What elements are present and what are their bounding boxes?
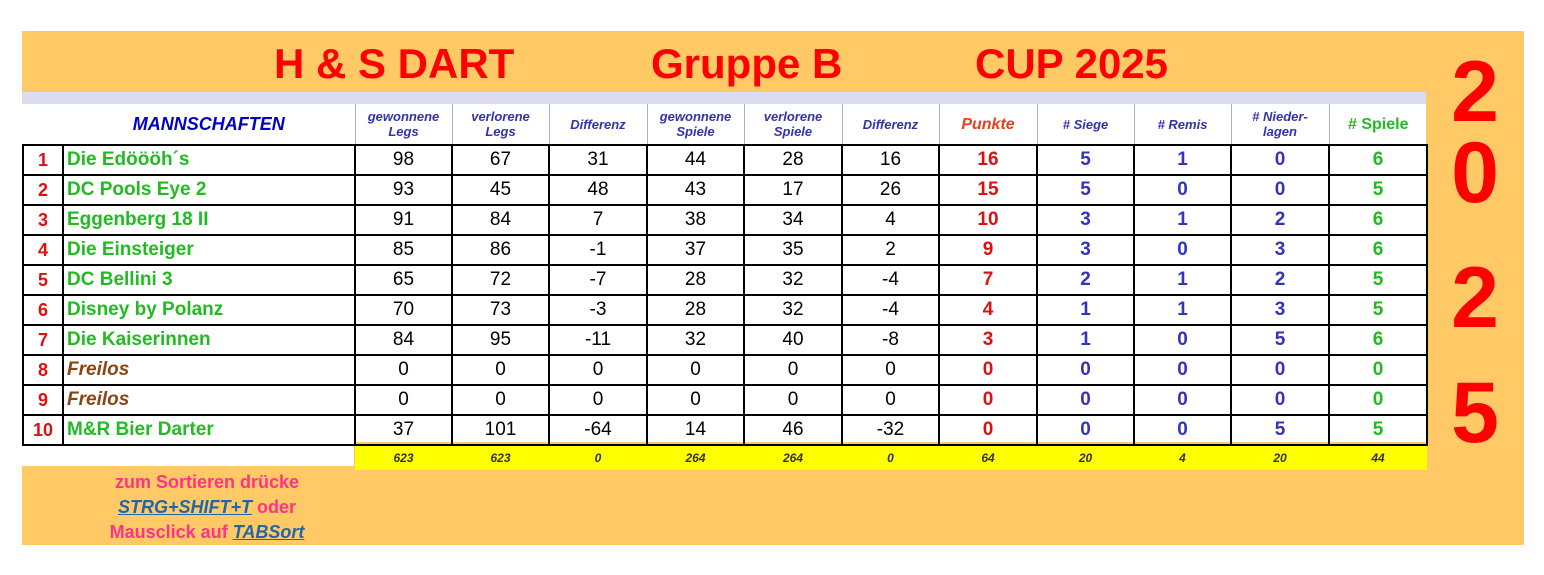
cell-points[interactable]: 9 [939,235,1037,265]
cell-games[interactable]: 5 [1329,265,1427,295]
header-row [23,104,1427,145]
cell-rank[interactable]: 3 [23,205,63,235]
table-row[interactable] [23,265,1427,295]
cell-wins[interactable]: 5 [1037,175,1134,205]
cell-team[interactable]: Eggenberg 18 II [63,205,355,235]
cell-rank[interactable]: 6 [23,295,63,325]
cell-games[interactable]: 6 [1329,235,1427,265]
header-losses[interactable]: # Nieder- lagen [1231,104,1329,145]
total-draws[interactable]: 4 [1134,445,1231,470]
cell-games-lost[interactable]: 46 [744,415,842,445]
cell-team[interactable]: Freilos [63,385,355,415]
total-games-diff[interactable]: 0 [842,445,939,470]
cell-rank[interactable]: 9 [23,385,63,415]
cell-legs-won[interactable]: 0 [355,385,452,415]
header-teams[interactable]: MANNSCHAFTEN [132,113,285,134]
sort-hint-line1: zum Sortieren drücke [114,472,300,492]
cell-games-diff[interactable]: 0 [842,355,939,385]
header-draws[interactable]: # Remis [1134,104,1231,145]
cell-games-diff[interactable]: -4 [842,265,939,295]
cell-team[interactable]: DC Pools Eye 2 [63,175,355,205]
cell-legs-won[interactable]: 70 [355,295,452,325]
cell-legs-won[interactable]: 91 [355,205,452,235]
cell-games-diff[interactable]: -8 [842,325,939,355]
header-games-won[interactable]: gewonnene Spiele [647,104,744,145]
cell-draws[interactable]: 0 [1134,415,1231,445]
title-group: Gruppe B [651,40,843,87]
table-row[interactable] [23,205,1427,235]
cell-losses[interactable]: 0 [1231,355,1329,385]
cell-wins[interactable]: 0 [1037,415,1134,445]
cell-games-won[interactable]: 32 [647,325,744,355]
cell-legs-lost[interactable]: 72 [452,265,549,295]
cell-legs-diff[interactable]: 0 [549,385,647,415]
cell-rank[interactable]: 7 [23,325,63,355]
cell-rank[interactable]: 1 [23,145,63,175]
cell-team[interactable]: DC Bellini 3 [63,265,355,295]
cell-team[interactable]: M&R Bier Darter [63,415,355,445]
cell-games[interactable]: 0 [1329,355,1427,385]
cell-wins[interactable]: 0 [1037,355,1134,385]
cell-games[interactable]: 5 [1329,415,1427,445]
cell-games-lost[interactable]: 17 [744,175,842,205]
cell-team[interactable]: Disney by Polanz [63,295,355,325]
cell-draws[interactable]: 0 [1134,175,1231,205]
cell-games-lost[interactable]: 32 [744,295,842,325]
cell-games-won[interactable]: 37 [647,235,744,265]
cell-games-diff[interactable]: -32 [842,415,939,445]
cell-games-lost[interactable]: 0 [744,355,842,385]
year-digit-3: 2 [1451,250,1499,346]
cell-games-won[interactable]: 28 [647,295,744,325]
cell-games-lost[interactable]: 28 [744,145,842,175]
cell-points[interactable]: 0 [939,415,1037,445]
sort-hint-line3: Mausclick auf [109,522,233,542]
cell-games-won[interactable]: 0 [647,355,744,385]
cell-losses[interactable]: 0 [1231,175,1329,205]
cell-games-won[interactable]: 43 [647,175,744,205]
cell-legs-diff[interactable]: -3 [549,295,647,325]
cell-games-lost[interactable]: 35 [744,235,842,265]
cell-games[interactable]: 6 [1329,205,1427,235]
cell-legs-won[interactable]: 85 [355,235,452,265]
sort-hint [62,470,352,545]
cell-legs-lost[interactable]: 67 [452,145,549,175]
sort-hint-or: oder [252,497,297,517]
cell-rank[interactable]: 5 [23,265,63,295]
cell-legs-diff[interactable]: 7 [549,205,647,235]
cell-team[interactable]: Die Edöööh´s [63,145,355,175]
cell-losses[interactable]: 5 [1231,325,1329,355]
total-games-won[interactable]: 264 [647,445,744,470]
cell-wins[interactable]: 3 [1037,205,1134,235]
cell-wins[interactable]: 1 [1037,295,1134,325]
table-row[interactable] [23,145,1427,175]
tabsort-link[interactable]: TABSort [232,522,305,542]
cell-legs-lost[interactable]: 84 [452,205,549,235]
cell-games-lost[interactable]: 32 [744,265,842,295]
cell-legs-lost[interactable]: 86 [452,235,549,265]
total-games[interactable]: 44 [1329,445,1427,470]
cell-games-won[interactable]: 28 [647,265,744,295]
totals-row [23,445,1427,470]
cell-games-lost[interactable]: 40 [744,325,842,355]
cell-games[interactable]: 6 [1329,325,1427,355]
table-row[interactable] [23,355,1427,385]
cell-games-won[interactable]: 14 [647,415,744,445]
cell-wins[interactable]: 0 [1037,385,1134,415]
cell-wins[interactable]: 3 [1037,235,1134,265]
cell-legs-won[interactable]: 37 [355,415,452,445]
header-legs-lost[interactable]: verlorene Legs [452,104,549,145]
header-games[interactable]: # Spiele [1329,104,1427,145]
header-games-lost[interactable]: verlorene Spiele [744,104,842,145]
cell-legs-diff[interactable]: 31 [549,145,647,175]
total-games-lost[interactable]: 264 [744,445,842,470]
table-row[interactable] [23,295,1427,325]
cell-games-diff[interactable]: 26 [842,175,939,205]
cell-games[interactable]: 5 [1329,175,1427,205]
cell-team[interactable]: Die Kaiserinnen [63,325,355,355]
cell-legs-won[interactable]: 98 [355,145,452,175]
cell-legs-diff[interactable]: -7 [549,265,647,295]
cell-draws[interactable]: 1 [1134,265,1231,295]
cell-legs-lost[interactable]: 73 [452,295,549,325]
year-digit-1: 2 [1451,44,1499,140]
year-digit-4: 5 [1451,365,1499,461]
standings-table [22,104,1428,470]
cell-losses[interactable]: 2 [1231,205,1329,235]
cell-games-won[interactable]: 44 [647,145,744,175]
cell-points[interactable]: 7 [939,265,1037,295]
cell-games[interactable]: 5 [1329,295,1427,325]
total-legs-won[interactable]: 623 [355,445,452,470]
cell-points[interactable]: 4 [939,295,1037,325]
total-wins[interactable]: 20 [1037,445,1134,470]
cell-games-diff[interactable]: 4 [842,205,939,235]
cell-legs-diff[interactable]: -11 [549,325,647,355]
cell-games-won[interactable]: 38 [647,205,744,235]
cell-legs-won[interactable]: 0 [355,355,452,385]
cell-losses[interactable]: 2 [1231,265,1329,295]
header-points[interactable]: Punkte [939,104,1037,145]
cell-points[interactable]: 3 [939,325,1037,355]
cell-legs-lost[interactable]: 45 [452,175,549,205]
cell-legs-lost[interactable]: 95 [452,325,549,355]
cell-games-diff[interactable]: 0 [842,385,939,415]
cell-draws[interactable]: 0 [1134,325,1231,355]
cell-losses[interactable]: 5 [1231,415,1329,445]
cell-team[interactable]: Freilos [63,355,355,385]
header-wins[interactable]: # Siege [1037,104,1134,145]
cell-rank[interactable]: 4 [23,235,63,265]
header-divider [22,92,1426,104]
title-cup: CUP 2025 [975,40,1169,87]
year-digit-2: 0 [1451,125,1499,221]
cell-losses[interactable]: 3 [1231,235,1329,265]
cell-points[interactable]: 0 [939,385,1037,415]
cell-games[interactable]: 0 [1329,385,1427,415]
cell-draws[interactable]: 1 [1134,295,1231,325]
total-legs-lost[interactable]: 623 [452,445,549,470]
title-organizer: H & S DART [274,40,515,87]
table-row[interactable] [23,235,1427,265]
cell-games-lost[interactable]: 34 [744,205,842,235]
total-points[interactable]: 64 [939,445,1037,470]
header-games-diff[interactable]: Differenz [842,104,939,145]
header-legs-diff[interactable]: Differenz [549,104,647,145]
cell-legs-lost[interactable]: 101 [452,415,549,445]
cell-legs-diff[interactable]: 0 [549,355,647,385]
table-row[interactable] [23,415,1427,445]
cell-points[interactable]: 0 [939,355,1037,385]
table-row[interactable] [23,385,1427,415]
cell-legs-lost[interactable]: 0 [452,355,549,385]
cell-points[interactable]: 16 [939,145,1037,175]
cell-losses[interactable]: 3 [1231,295,1329,325]
cell-points[interactable]: 15 [939,175,1037,205]
cell-games-diff[interactable]: 2 [842,235,939,265]
cell-rank[interactable]: 10 [23,415,63,445]
cell-legs-won[interactable]: 84 [355,325,452,355]
cell-games-diff[interactable]: -4 [842,295,939,325]
cell-games-diff[interactable]: 16 [842,145,939,175]
table-row[interactable] [23,175,1427,205]
cell-games-won[interactable]: 0 [647,385,744,415]
cell-draws[interactable]: 1 [1134,145,1231,175]
total-legs-diff[interactable]: 0 [549,445,647,470]
cell-legs-lost[interactable]: 0 [452,385,549,415]
cell-losses[interactable]: 0 [1231,385,1329,415]
cell-wins[interactable]: 2 [1037,265,1134,295]
header-legs-won[interactable]: gewonnene Legs [355,104,452,145]
cell-rank[interactable]: 8 [23,355,63,385]
table-row[interactable] [23,325,1427,355]
cell-team[interactable]: Die Einsteiger [63,235,355,265]
cell-games[interactable]: 6 [1329,145,1427,175]
total-losses[interactable]: 20 [1231,445,1329,470]
cell-legs-diff[interactable]: -64 [549,415,647,445]
cell-rank[interactable]: 2 [23,175,63,205]
cell-wins[interactable]: 5 [1037,145,1134,175]
cell-draws[interactable]: 0 [1134,355,1231,385]
cell-wins[interactable]: 1 [1037,325,1134,355]
cell-legs-diff[interactable]: 48 [549,175,647,205]
cell-legs-won[interactable]: 93 [355,175,452,205]
cell-legs-diff[interactable]: -1 [549,235,647,265]
cell-draws[interactable]: 0 [1134,235,1231,265]
cell-draws[interactable]: 1 [1134,205,1231,235]
shortcut-link[interactable]: STRG+SHIFT+T [117,497,252,517]
cell-games-lost[interactable]: 0 [744,385,842,415]
cell-points[interactable]: 10 [939,205,1037,235]
cell-draws[interactable]: 0 [1134,385,1231,415]
cell-losses[interactable]: 0 [1231,145,1329,175]
cell-legs-won[interactable]: 65 [355,265,452,295]
